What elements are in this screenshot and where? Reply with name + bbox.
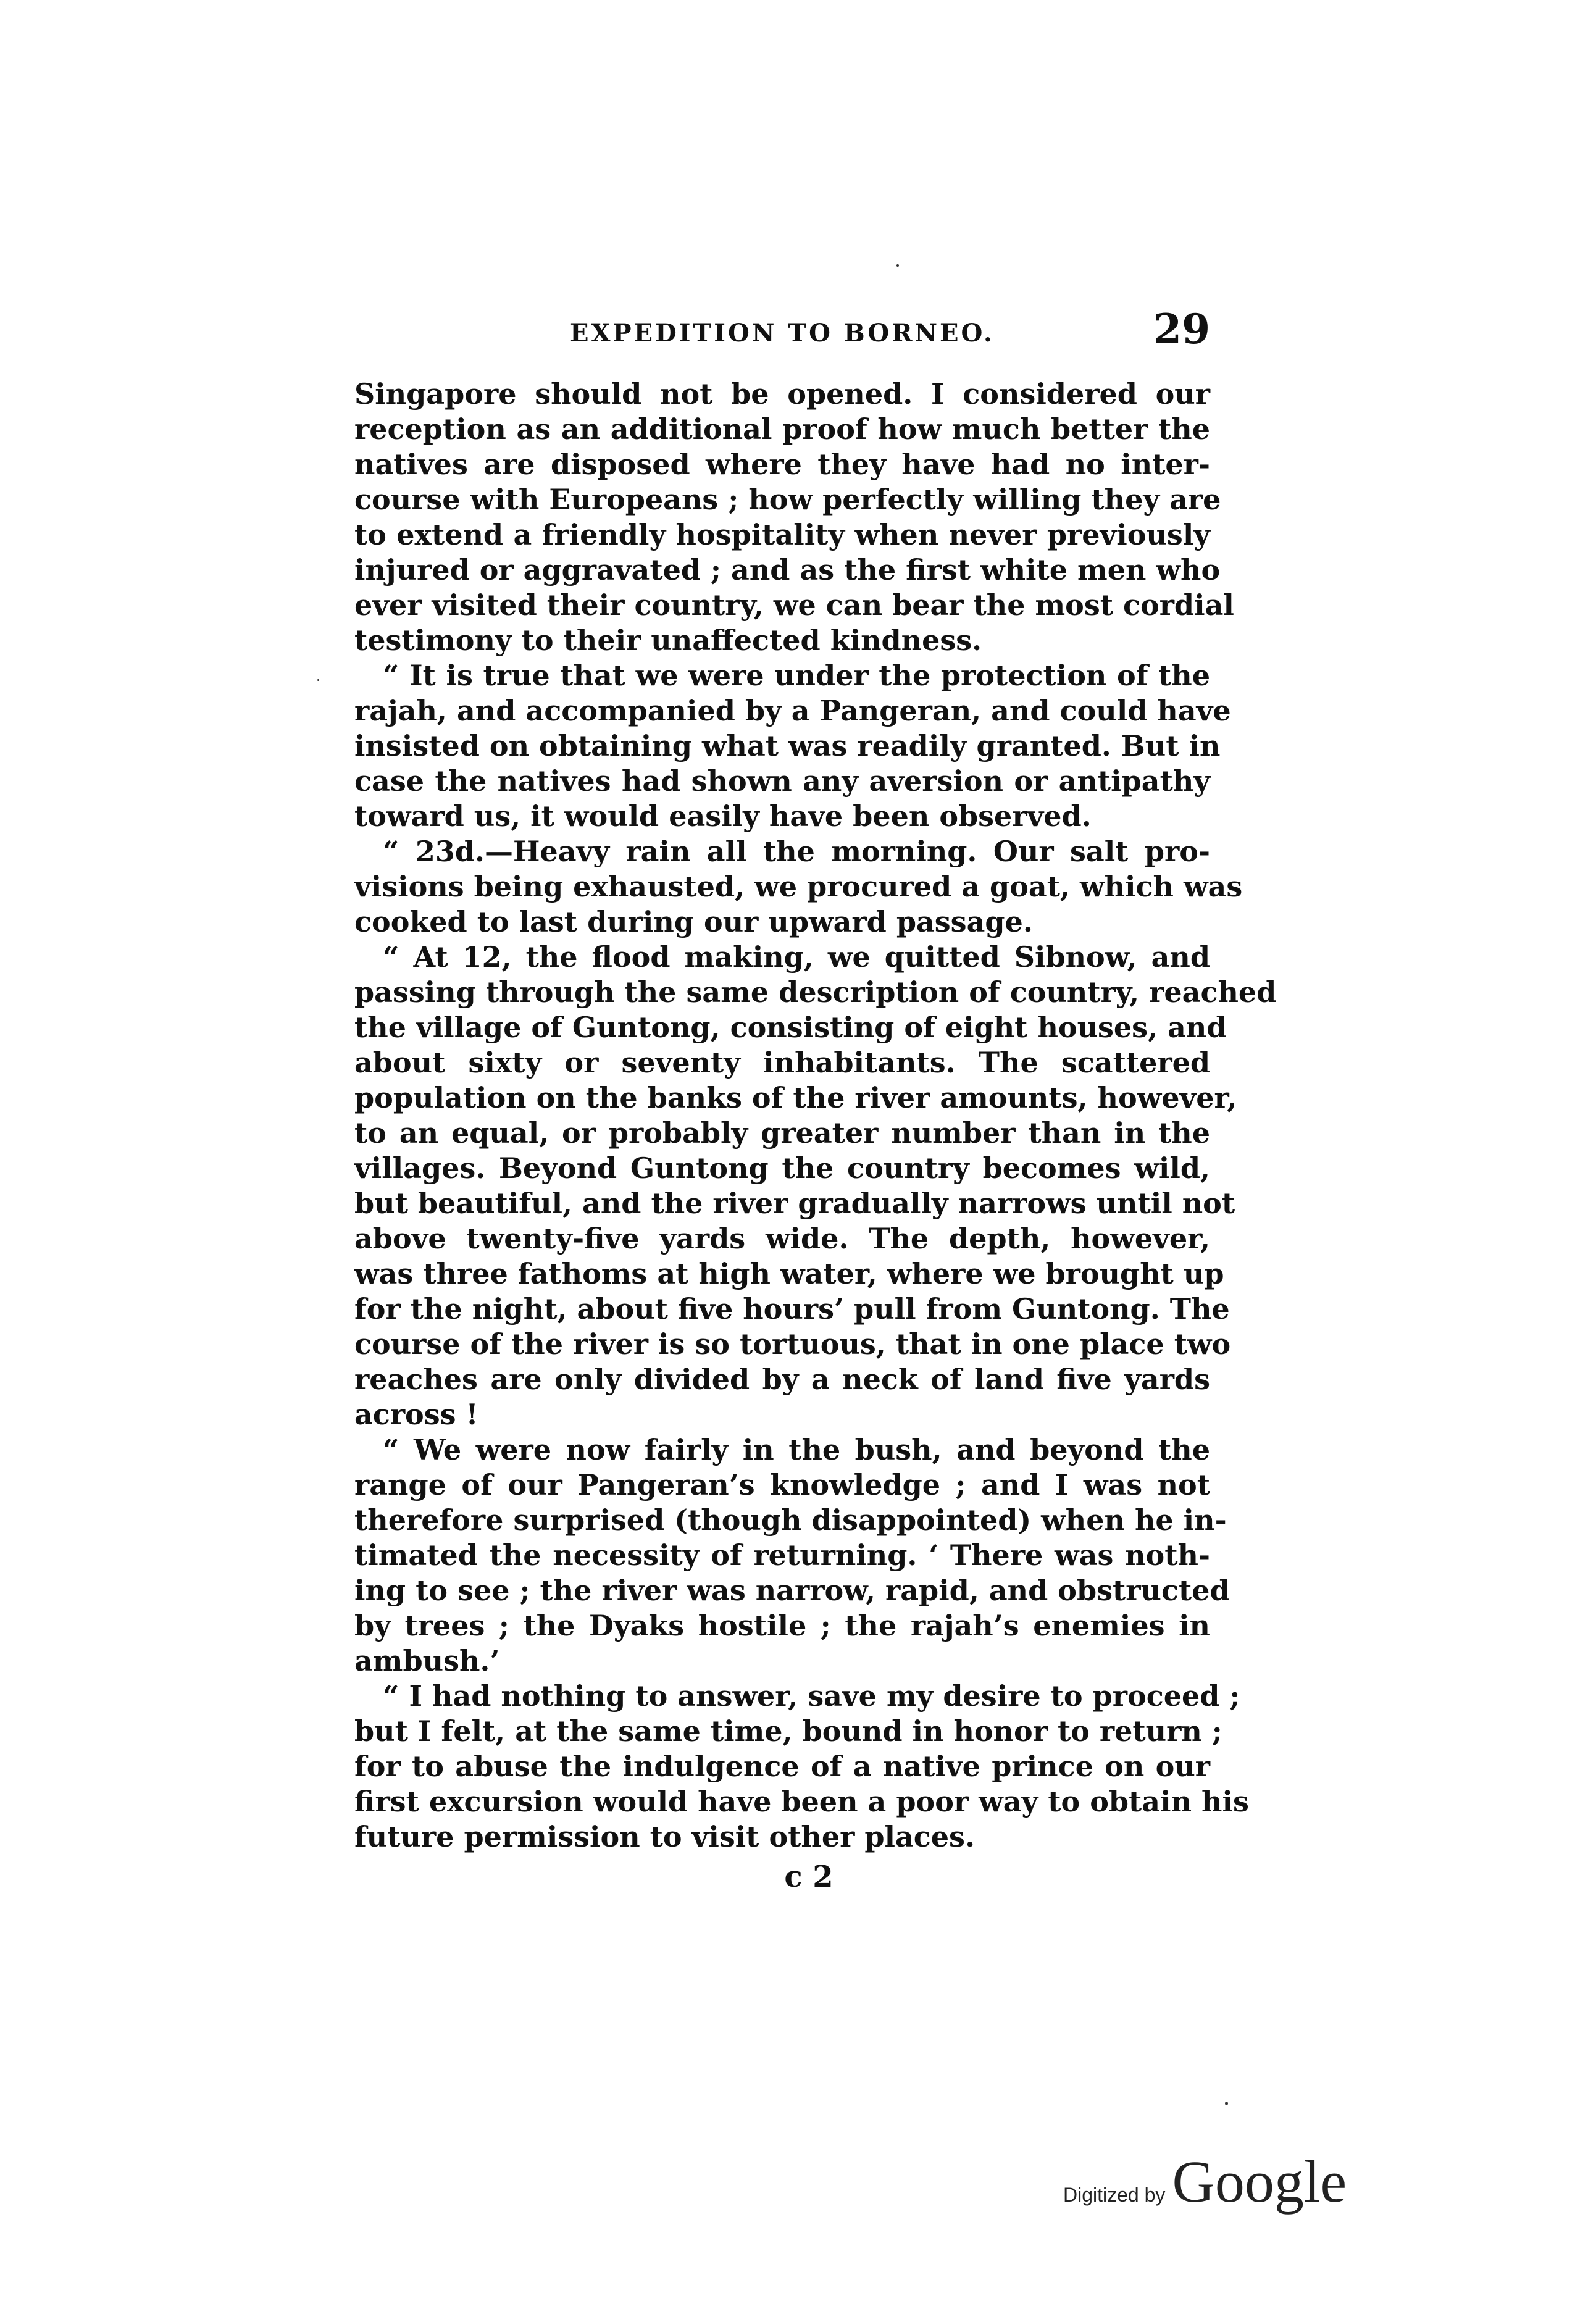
- text-line: rajah, and accompanied by a Pangeran, and could have: [354, 694, 1231, 727]
- running-title: EXPEDITION TO BORNEO.: [570, 319, 995, 348]
- text-line: timated the necessity of returning. ‘ There was noth-: [354, 1539, 1210, 1572]
- text-line: the village of Guntong, consisting of eight houses, and: [354, 1011, 1227, 1044]
- text-line: injured or aggravated ; and as the first white men who: [354, 553, 1221, 587]
- text-line: ing to see ; the river was narrow, rapid, and obstructed: [354, 1574, 1230, 1607]
- text-line: “ 23d.—Heavy rain all the morning. Our salt pro-: [383, 835, 1210, 868]
- text-line: testimony to their unaffected kindness.: [354, 624, 982, 657]
- text-line: for to abuse the indulgence of a native prince on our: [354, 1750, 1210, 1783]
- text-line: villages. Beyond Guntong the country becomes wild,: [354, 1151, 1210, 1185]
- text-line: reception as an additional proof how much better the: [354, 412, 1210, 446]
- text-line: visions being exhausted, we procured a goat, which was: [354, 870, 1243, 903]
- text-line: to an equal, or probably greater number than in the: [354, 1116, 1210, 1150]
- text-line: but beautiful, and the river gradually narrows until not: [354, 1187, 1235, 1220]
- text-line: across !: [354, 1398, 478, 1431]
- text-line: but I felt, at the same time, bound in honor to return ;: [354, 1714, 1222, 1748]
- signature-mark: c 2: [784, 1860, 834, 1894]
- text-line: “ We were now fairly in the bush, and beyond the: [383, 1433, 1210, 1466]
- text-line: course of the river is so tortuous, that in one place two: [354, 1327, 1231, 1361]
- body-text: [354, 377, 1277, 1855]
- digitized-prefix: Digitized by: [1063, 2184, 1166, 2206]
- text-line: by trees ; the Dyaks hostile ; the rajah’s enemies in: [354, 1609, 1210, 1642]
- text-line: ambush.’: [354, 1644, 500, 1677]
- digitized-by-google-watermark: [1063, 2147, 1347, 2215]
- text-line: above twenty-five yards wide. The depth, however,: [354, 1222, 1210, 1255]
- text-line: reaches are only divided by a neck of land five yards: [354, 1363, 1210, 1396]
- page-number: 29: [1153, 305, 1210, 353]
- text-line: natives are disposed where they have had no inter-: [354, 448, 1210, 481]
- text-line: about sixty or seventy inhabitants. The scattered: [354, 1046, 1210, 1079]
- text-line: first excursion would have been a poor way to obtain his: [354, 1785, 1249, 1818]
- scan-speck: [896, 264, 899, 267]
- text-line: population on the banks of the river amounts, however,: [354, 1081, 1237, 1114]
- text-line: “ It is true that we were under the protection of the: [383, 659, 1210, 692]
- text-line: toward us, it would easily have been observed.: [354, 800, 1092, 833]
- text-line: range of our Pangeran’s knowledge ; and I was not: [354, 1468, 1210, 1501]
- text-line: to extend a friendly hospitality when never previously: [354, 518, 1210, 551]
- text-line: “ I had nothing to answer, save my desire to proceed ;: [383, 1679, 1240, 1713]
- text-line: Singapore should not be opened. I considered our: [354, 377, 1210, 411]
- text-line: future permission to visit other places.: [354, 1820, 975, 1853]
- scan-speck: [1225, 2102, 1228, 2105]
- text-line: was three fathoms at high water, where we brought up: [354, 1257, 1224, 1290]
- scan-speck: [317, 679, 319, 681]
- running-head: [354, 305, 1210, 354]
- text-line: case the natives had shown any aversion or antipathy: [354, 764, 1210, 798]
- text-line: passing through the same description of country, reached: [354, 975, 1277, 1009]
- text-line: “ At 12, the flood making, we quitted Sibnow, and: [383, 940, 1210, 974]
- text-line: insisted on obtaining what was readily granted. But in: [354, 729, 1221, 762]
- google-logo: Google: [1172, 2149, 1347, 2215]
- text-line: cooked to last during our upward passage.: [354, 905, 1033, 938]
- text-line: therefore surprised (though disappointed) when he in-: [354, 1503, 1227, 1537]
- text-line: for the night, about five hours’ pull from Guntong. The: [354, 1292, 1230, 1326]
- text-line: ever visited their country, we can bear the most cordial: [354, 588, 1234, 622]
- text-line: course with Europeans ; how perfectly willing they are: [354, 483, 1221, 516]
